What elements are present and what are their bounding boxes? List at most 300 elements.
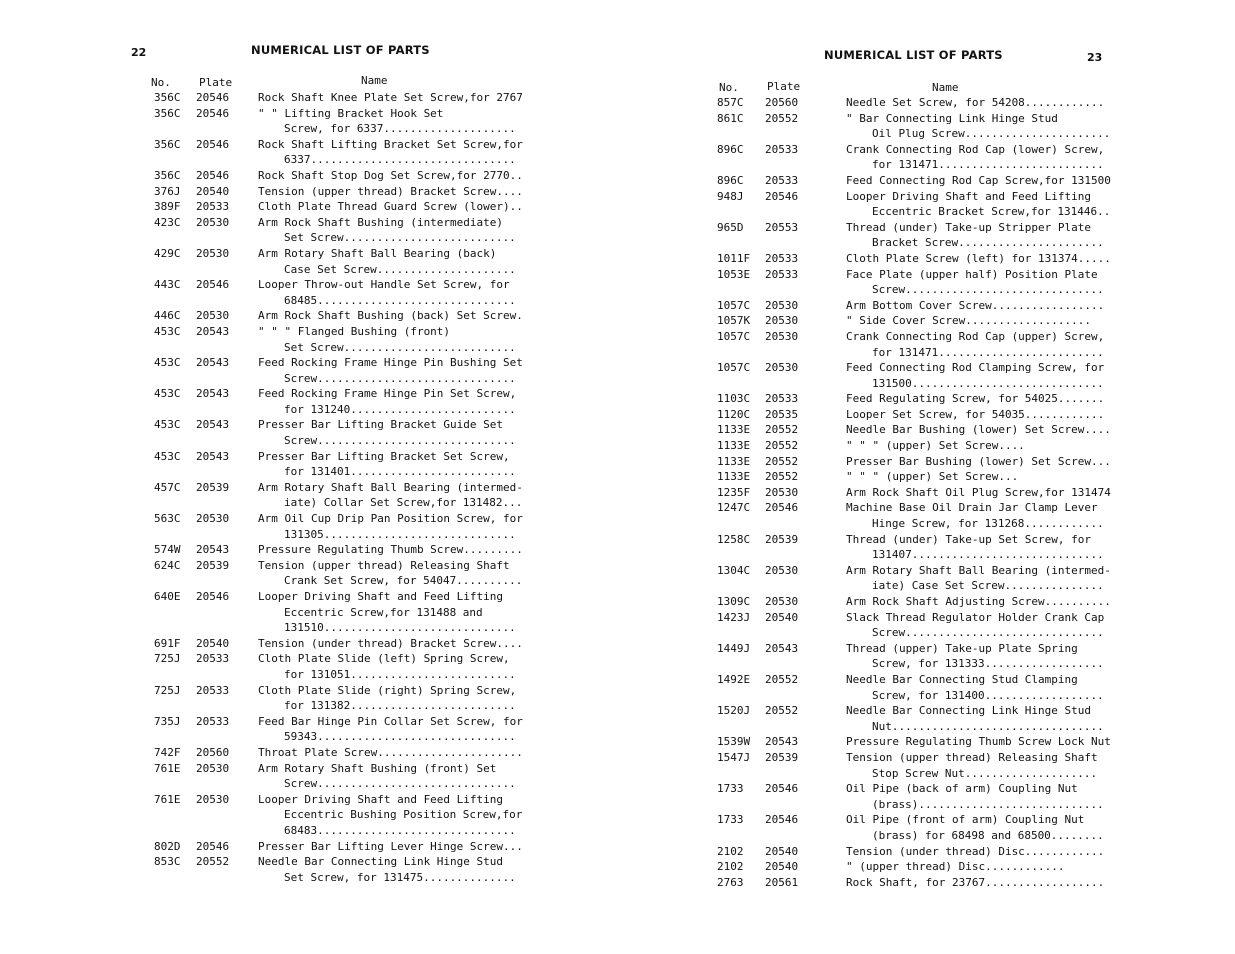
part-name-line: Arm Rotary Shaft Bushing (front) Set [258, 761, 497, 775]
part-name [258, 199, 594, 215]
part-name-line: Case Set Screw..................... [284, 262, 516, 276]
plate-number: 20560 [765, 96, 799, 109]
plate-number: 20540 [196, 636, 230, 650]
part-name-line: Thread (upper) Take-up Plate Spring [846, 641, 1078, 655]
column-header-plate: Plate [767, 80, 801, 93]
plate-number: 20533 [196, 714, 230, 728]
part-name-line: Oil Plug Screw...................... [872, 127, 1111, 141]
plate-number: 20546 [765, 813, 799, 827]
part-name-line: Feed Connecting Rod Cap Screw,for 131500 [846, 173, 1111, 187]
parts-row [154, 355, 594, 386]
part-name [846, 532, 1217, 563]
parts-row [717, 532, 1217, 563]
part-number: 453C [154, 387, 181, 401]
part-name-line: 6337............................... [284, 153, 516, 167]
plate-number: 20530 [765, 361, 799, 375]
parts-row [154, 324, 594, 355]
part-name-line: Rock Shaft Lifting Bracket Set Screw,for [258, 137, 523, 151]
plate-number: 20533 [765, 173, 799, 187]
part-name-line: Arm Rock Shaft Oil Plug Screw,for 131474 [846, 485, 1111, 499]
part-number: 356C [154, 106, 181, 120]
plate-number: 20543 [196, 543, 230, 557]
part-name [258, 558, 594, 589]
part-name-line: Looper Driving Shaft and Feed Lifting [846, 189, 1092, 203]
parts-row [154, 386, 594, 417]
part-name [258, 308, 594, 324]
part-number: 389F [154, 200, 181, 214]
plate-number: 20546 [196, 278, 230, 292]
part-name-line: Screw.............................. [284, 371, 516, 385]
part-number: 761E [154, 792, 181, 806]
part-name-line: Crank Set Screw, for 54047.......... [284, 574, 523, 588]
parts-row [717, 672, 1217, 703]
part-name-line: Feed Rocking Frame Hinge Pin Bushing Set [258, 356, 523, 370]
part-name-line: Cloth Plate Slide (right) Spring Screw, [258, 683, 517, 697]
part-number: 1304C [717, 563, 751, 577]
part-number: 574W [154, 543, 181, 557]
part-name-line: " " Lifting Bracket Hook Set [258, 106, 444, 120]
part-number: 423C [154, 215, 181, 229]
part-name-line: Crank Connecting Rod Cap (lower) Screw, [846, 142, 1105, 156]
part-name-line: Arm Rock Shaft Bushing (back) Set Screw. [258, 309, 523, 323]
part-number: 446C [154, 309, 181, 323]
parts-row [717, 469, 1217, 485]
part-number: 624C [154, 558, 181, 572]
part-number: 429C [154, 246, 181, 260]
part-name [846, 641, 1217, 672]
part-name-line: Looper Throw-out Handle Set Screw, for [258, 278, 510, 292]
part-name [258, 745, 594, 761]
parts-row [717, 95, 1217, 111]
page-title: NUMERICAL LIST OF PARTS [251, 43, 430, 57]
part-number: 1520J [717, 704, 751, 718]
part-name-line: Arm Rock Shaft Bushing (intermediate) [258, 215, 504, 229]
part-name-line: Tension (upper thread) Releasing Shaft [258, 558, 510, 572]
part-number: 356C [154, 168, 181, 182]
part-name [846, 500, 1217, 531]
plate-number: 20552 [765, 454, 799, 468]
part-name-line: Presser Bar Lifting Bracket Set Screw, [258, 449, 510, 463]
part-name-line: Tension (under thread) Bracket Screw.... [258, 636, 523, 650]
part-name-line: Looper Driving Shaft and Feed Lifting [258, 590, 504, 603]
part-name-line: Presser Bar Lifting Bracket Guide Set [258, 418, 504, 432]
part-number: 1423J [717, 610, 751, 624]
right-page [617, 0, 1235, 954]
part-name [846, 251, 1217, 267]
plate-number: 20530 [196, 761, 230, 775]
plate-number: 20539 [196, 558, 230, 572]
plate-number: 20530 [765, 595, 799, 608]
part-name [846, 703, 1217, 734]
part-name [258, 854, 594, 885]
part-name-line: Screw.............................. [284, 434, 516, 448]
parts-row [717, 485, 1217, 501]
left-page [0, 0, 617, 954]
part-number: 453C [154, 418, 181, 432]
part-name-line: Thread (under) Take-up Set Screw, for [846, 532, 1092, 546]
part-number: 725J [154, 683, 181, 697]
plate-number: 20552 [765, 111, 799, 125]
plate-number: 20530 [765, 563, 799, 577]
parts-row [154, 90, 594, 106]
plate-number: 20533 [196, 683, 230, 697]
parts-row [154, 792, 594, 839]
part-name [846, 360, 1217, 391]
plate-number: 20546 [765, 189, 799, 203]
part-number: 861C [717, 111, 744, 125]
plate-number: 20530 [196, 792, 230, 806]
part-name-line: Throat Plate Screw...................... [258, 745, 523, 759]
parts-row [154, 106, 594, 137]
parts-row [154, 761, 594, 792]
part-name-line: for 131051......................... [284, 667, 516, 681]
parts-row [154, 558, 594, 589]
plate-number: 20530 [765, 314, 799, 328]
plate-number: 20552 [765, 470, 799, 484]
part-name [258, 683, 594, 714]
part-name-line: " " " Flanged Bushing (front) [258, 324, 451, 338]
plate-number: 20543 [196, 387, 230, 401]
part-name [846, 329, 1217, 360]
part-name-line: Arm Rock Shaft Adjusting Screw.......... [846, 595, 1111, 608]
part-name-line: Feed Regulating Screw, for 54025....... [846, 392, 1105, 406]
part-number: 453C [154, 449, 181, 463]
part-number: 896C [717, 173, 744, 187]
plate-number: 20546 [765, 501, 799, 515]
plate-number: 20539 [196, 480, 230, 494]
part-name [846, 672, 1217, 703]
part-name-line: 131500............................. [872, 376, 1104, 390]
part-name [258, 449, 594, 480]
part-name [846, 454, 1217, 470]
part-number: 376J [154, 184, 181, 198]
part-number: 457C [154, 480, 181, 494]
column-header-no: No. [719, 81, 739, 94]
part-number: 640E [154, 590, 181, 603]
part-name [258, 417, 594, 448]
part-name [846, 610, 1217, 641]
part-number: 2102 [717, 860, 744, 874]
parts-row [154, 683, 594, 714]
parts-row [154, 745, 594, 761]
part-number: 1133E [717, 439, 751, 453]
part-name-line: Arm Rotary Shaft Ball Bearing (intermed- [846, 563, 1111, 577]
part-name-line: 131510............................. [284, 621, 516, 635]
plate-number: 20535 [765, 407, 799, 421]
parts-row [154, 839, 594, 855]
part-name [846, 812, 1217, 843]
part-name-line: Feed Rocking Frame Hinge Pin Set Screw, [258, 387, 517, 401]
part-number: 563C [154, 512, 181, 526]
parts-row [154, 714, 594, 745]
part-name-line: Cloth Plate Thread Guard Screw (lower).. [258, 200, 523, 214]
part-number: 725J [154, 652, 181, 666]
part-name [846, 469, 1217, 485]
part-name-line: Pressure Regulating Thumb Screw......... [258, 543, 523, 557]
column-header-plate: Plate [199, 76, 233, 89]
part-name [846, 220, 1217, 251]
parts-row [154, 184, 594, 200]
plate-number: 20539 [765, 532, 799, 546]
part-name-line: Set Screw.......................... [284, 340, 516, 354]
part-name-line: Machine Base Oil Drain Jar Clamp Lever [846, 501, 1098, 515]
plate-number: 20552 [765, 439, 799, 453]
plate-number: 20540 [765, 860, 799, 874]
part-name [258, 589, 594, 636]
part-name-line: Presser Bar Lifting Lever Hinge Screw... [258, 839, 523, 853]
part-name-line: (brass) for 68498 and 68500........ [872, 828, 1104, 842]
part-name-line: Stop Screw Nut.................... [872, 766, 1098, 780]
part-name-line: 131305............................. [284, 527, 516, 541]
part-name-line: Set Screw.......................... [284, 231, 516, 245]
part-number: 1133E [717, 423, 751, 437]
part-name [258, 106, 594, 137]
part-name [846, 189, 1217, 220]
part-name-line: Cloth Plate Screw (left) for 131374..... [846, 251, 1111, 265]
part-number: 1053E [717, 267, 751, 281]
part-name [258, 511, 594, 542]
part-number: 1011F [717, 251, 751, 265]
plate-number: 20552 [765, 704, 799, 718]
part-number: 1057C [717, 329, 751, 343]
parts-row [154, 651, 594, 682]
part-name-line: Eccentric Bushing Position Screw,for [284, 808, 523, 822]
plate-number: 20546 [196, 106, 230, 120]
part-name-line: Feed Connecting Rod Clamping Screw, for [846, 361, 1105, 375]
part-name [846, 485, 1217, 501]
plate-number: 20543 [765, 735, 799, 749]
parts-row [154, 542, 594, 558]
parts-row [154, 168, 594, 184]
parts-row [717, 360, 1217, 391]
part-number: 1258C [717, 532, 751, 546]
plate-number: 20530 [196, 246, 230, 260]
part-name-line: Needle Bar Bushing (lower) Set Screw.... [846, 423, 1111, 437]
part-name [258, 215, 594, 246]
part-name-line: Needle Bar Connecting Stud Clamping [846, 672, 1078, 686]
parts-row [717, 610, 1217, 641]
plate-number: 20533 [196, 200, 230, 214]
part-name [846, 142, 1217, 173]
parts-row [154, 636, 594, 652]
parts-list [154, 90, 594, 885]
part-name-line: Tension (upper thread) Releasing Shaft [846, 750, 1098, 764]
part-name-line: " Bar Connecting Link Hinge Stud [846, 111, 1058, 125]
part-number: 2763 [717, 875, 744, 889]
part-name-line: Set Screw, for 131475.............. [284, 870, 516, 884]
parts-row [717, 703, 1217, 734]
part-name-line: for 131240......................... [284, 402, 516, 416]
parts-row [717, 812, 1217, 843]
parts-row [717, 641, 1217, 672]
plate-number: 20546 [196, 91, 230, 104]
part-number: 948J [717, 189, 744, 203]
part-name-line: Arm Bottom Cover Screw................. [846, 298, 1105, 312]
part-number: 1547J [717, 750, 751, 764]
plate-number: 20533 [765, 142, 799, 156]
part-name-line: for 131382......................... [284, 699, 516, 713]
parts-row [154, 246, 594, 277]
part-name [258, 184, 594, 200]
parts-row [717, 454, 1217, 470]
plate-number: 20546 [196, 168, 230, 182]
page-title: NUMERICAL LIST OF PARTS [824, 48, 1003, 62]
part-number: 443C [154, 278, 181, 292]
part-name [846, 563, 1217, 594]
part-name-line: Oil Pipe (front of arm) Coupling Nut [846, 813, 1085, 827]
part-name [846, 95, 1217, 111]
part-name-line: Bracket Screw...................... [872, 236, 1104, 250]
plate-number: 20530 [765, 298, 799, 312]
plate-number: 20552 [765, 672, 799, 686]
parts-row [717, 173, 1217, 189]
plate-number: 20530 [196, 309, 230, 323]
part-name-line: Tension (upper thread) Bracket Screw.... [258, 184, 523, 198]
part-number: 1733 [717, 813, 744, 827]
part-name-line: Rock Shaft Knee Plate Set Screw,for 2767 [258, 91, 523, 104]
part-number: 1057C [717, 298, 751, 312]
plate-number: 20546 [765, 782, 799, 796]
part-number: 802D [154, 839, 181, 853]
part-name [258, 792, 594, 839]
parts-row [717, 391, 1217, 407]
part-number: 453C [154, 356, 181, 370]
parts-row [717, 859, 1217, 875]
part-name [258, 636, 594, 652]
part-number: 1133E [717, 454, 751, 468]
part-name [846, 875, 1217, 891]
plate-number: 20533 [196, 652, 230, 666]
parts-row [717, 189, 1217, 220]
part-name-line: for 131471......................... [872, 158, 1104, 172]
parts-row [717, 251, 1217, 267]
part-name-line: Eccentric Bracket Screw,for 131446.. [872, 205, 1111, 219]
part-name [258, 355, 594, 386]
part-number: 1309C [717, 595, 751, 608]
part-number: 1539W [717, 735, 751, 749]
part-name [258, 246, 594, 277]
plate-number: 20530 [765, 485, 799, 499]
part-name-line: Pressure Regulating Thumb Screw Lock Nut [846, 735, 1111, 749]
part-name [258, 90, 594, 106]
plate-number: 20530 [196, 215, 230, 229]
part-name-line: Screw.............................. [872, 283, 1104, 297]
plate-number: 20552 [196, 855, 230, 869]
part-name [846, 267, 1217, 298]
plate-number: 20546 [196, 839, 230, 853]
part-name-line: Needle Bar Connecting Link Hinge Stud [846, 704, 1092, 718]
parts-row [717, 267, 1217, 298]
part-name-line: 131407............................. [872, 548, 1104, 562]
plate-number: 20546 [196, 590, 230, 603]
part-name [258, 651, 594, 682]
part-name [846, 391, 1217, 407]
parts-row [154, 308, 594, 324]
part-name [846, 438, 1217, 454]
parts-row [154, 589, 594, 636]
parts-row [717, 111, 1217, 142]
part-name-line: Slack Thread Regulator Holder Crank Cap [846, 610, 1105, 624]
part-name-line: " " " (upper) Set Screw.... [846, 439, 1025, 453]
part-number: 1103C [717, 392, 751, 406]
part-name [846, 111, 1217, 142]
plate-number: 20540 [196, 184, 230, 198]
part-name [846, 173, 1217, 189]
parts-row [717, 563, 1217, 594]
parts-row [717, 220, 1217, 251]
parts-row [717, 500, 1217, 531]
plate-number: 20543 [765, 641, 799, 655]
parts-row [717, 594, 1217, 610]
part-name-line: iate) Collar Set Screw,for 131482... [284, 496, 523, 510]
parts-row [154, 215, 594, 246]
plate-number: 20540 [765, 610, 799, 624]
plate-number: 20533 [765, 251, 799, 265]
page-number: 22 [131, 46, 147, 59]
plate-number: 20552 [765, 423, 799, 437]
parts-row [717, 734, 1217, 750]
part-name [258, 168, 594, 184]
parts-row [154, 449, 594, 480]
part-name-line: Cloth Plate Slide (left) Spring Screw, [258, 652, 510, 666]
parts-row [717, 422, 1217, 438]
part-name-line: " " " (upper) Set Screw... [846, 470, 1019, 484]
part-name [258, 480, 594, 511]
column-header-name: Name [932, 81, 959, 94]
part-number: 1492E [717, 672, 751, 686]
plate-number: 20543 [196, 418, 230, 432]
part-name [846, 734, 1217, 750]
part-name-line: 68485.............................. [284, 293, 516, 307]
part-number: 853C [154, 855, 181, 869]
part-number: 857C [717, 96, 744, 109]
part-name-line: for 131471......................... [872, 345, 1104, 359]
part-name-line: Face Plate (upper half) Position Plate [846, 267, 1098, 281]
part-name [258, 386, 594, 417]
page-number: 23 [1087, 51, 1103, 64]
part-number: 1057K [717, 314, 751, 328]
parts-row [717, 750, 1217, 781]
plate-number: 20530 [765, 329, 799, 343]
plate-number: 20539 [765, 750, 799, 764]
part-name [258, 761, 594, 792]
parts-row [154, 199, 594, 215]
part-name-line: Eccentric Screw,for 131488 and [284, 605, 483, 619]
parts-row [717, 438, 1217, 454]
plate-number: 20530 [196, 512, 230, 526]
part-name-line: 59343.............................. [284, 730, 516, 744]
part-number: 1235F [717, 485, 751, 499]
part-name-line: Hinge Screw, for 131268............ [872, 517, 1104, 531]
part-name [846, 859, 1217, 875]
parts-row [717, 781, 1217, 812]
parts-row [154, 480, 594, 511]
part-name-line: Screw, for 6337.................... [284, 122, 516, 136]
part-name-line: Screw.............................. [284, 777, 516, 791]
part-name-line: Needle Set Screw, for 54208............ [846, 96, 1105, 109]
part-name-line: Oil Pipe (back of arm) Coupling Nut [846, 782, 1078, 796]
parts-row [154, 137, 594, 168]
part-number: 356C [154, 137, 181, 151]
parts-row [154, 511, 594, 542]
part-number: 1449J [717, 641, 751, 655]
part-name-line: Crank Connecting Rod Cap (upper) Screw, [846, 329, 1105, 343]
plate-number: 20543 [196, 324, 230, 338]
part-name-line: Needle Bar Connecting Link Hinge Stud [258, 855, 504, 869]
part-name [846, 313, 1217, 329]
part-name [846, 750, 1217, 781]
part-number: 1247C [717, 501, 751, 515]
